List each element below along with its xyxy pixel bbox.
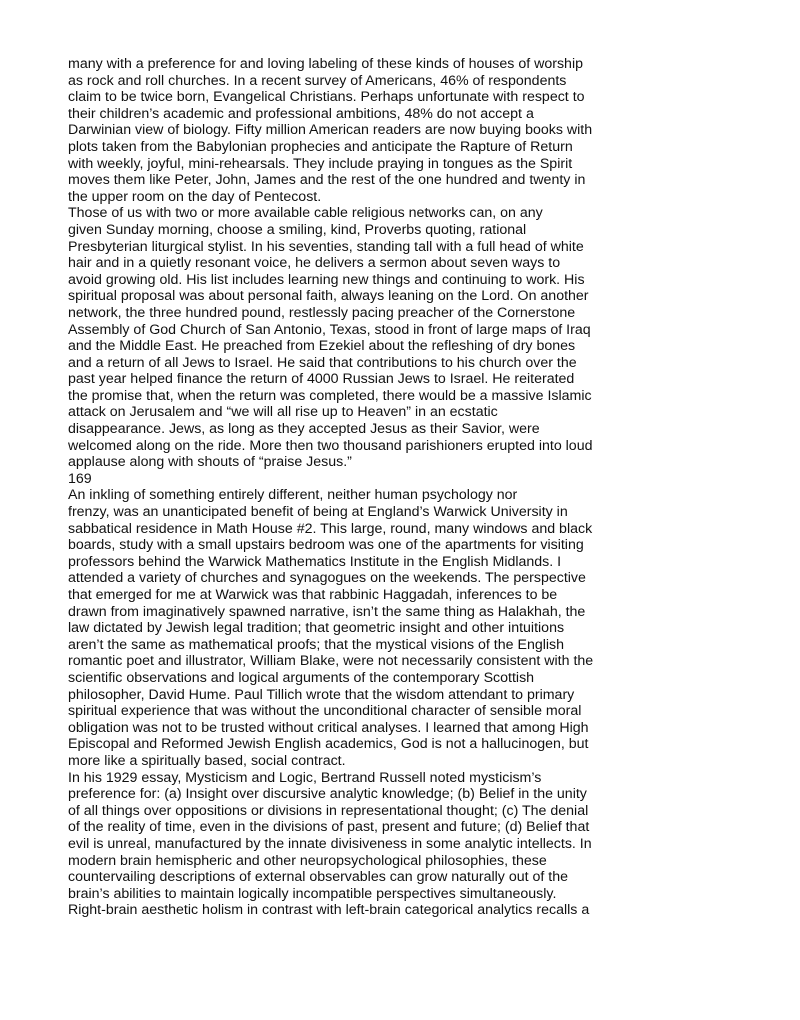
text-line: their children’s academic and professional ambitions, 48% do not accept a <box>68 105 534 122</box>
text-line: law dictated by Jewish legal tradition; that geometric insight and other intuitions <box>68 620 565 637</box>
text-line: attack on Jerusalem and “we will all rise up to Heaven” in an ecstatic <box>68 404 498 421</box>
text-line: of all things over oppositions or divisions in representational thought; (c) The denial <box>68 802 589 819</box>
text-line: Assembly of God Church of San Antonio, Texas, stood in front of large maps of Iraq <box>68 321 591 338</box>
text-line: modern brain hemispheric and other neuropsychological philosophies, these <box>68 852 547 869</box>
text-line: given Sunday morning, choose a smiling, kind, Proverbs quoting, rational <box>68 221 527 238</box>
text-line: obligation was not to be trusted without critical analyses. I learned that among High <box>68 719 589 736</box>
text-line: the promise that, when the return was completed, there would be a massive Islamic <box>68 387 592 404</box>
text-line: frenzy, was an unanticipated benefit of being at England’s Warwick University in <box>68 504 568 521</box>
text-line: plots taken from the Babylonian prophecies and anticipate the Rapture of Return <box>68 138 573 155</box>
text-line: In his 1929 essay, Mysticism and Logic, Bertrand Russell noted mysticism’s <box>68 769 542 786</box>
text-line: network, the three hundred pound, restlessly pacing preacher of the Cornerstone <box>68 304 576 321</box>
text-line: many with a preference for and loving labeling of these kinds of houses of worship <box>68 56 583 72</box>
page-number: 169 <box>68 470 92 487</box>
text-line: sabbatical residence in Math House #2. This large, round, many windows and black <box>68 520 593 537</box>
text-line: spiritual experience that was without the unconditional character of sensible moral <box>68 703 582 720</box>
text-line: hair and in a quietly resonant voice, he delivers a sermon about seven ways to <box>68 255 561 272</box>
text-line: spiritual proposal was about personal faith, always leaning on the Lord. On another <box>68 288 589 305</box>
text-line: professors behind the Warwick Mathematics Institute in the English Midlands. I <box>68 553 562 570</box>
text-line: romantic poet and illustrator, William Blake, were not necessarily consistent with the <box>68 653 594 670</box>
text-line: disappearance. Jews, as long as they accepted Jesus as their Savior, were <box>68 421 540 438</box>
text-line: with weekly, joyful, mini-rehearsals. They include praying in tongues as the Spirit <box>68 155 573 172</box>
text-line: Presbyterian liturgical stylist. In his seventies, standing tall with a full head of white <box>68 238 584 255</box>
document-page <box>68 56 648 919</box>
text-line: avoid growing old. His list includes learning new things and continuing to work. His <box>68 271 585 288</box>
text-line: more like a spiritually based, social contract. <box>68 752 346 769</box>
text-line: scientific observations and logical arguments of the contemporary Scottish <box>68 669 535 686</box>
text-line: claim to be twice born, Evangelical Christians. Perhaps unfortunate with respect to <box>68 89 585 106</box>
text-line: and the Middle East. He preached from Ezekiel about the refleshing of dry bones <box>68 338 576 355</box>
text-line: past year helped finance the return of 4000 Russian Jews to Israel. He reiterated <box>68 371 575 388</box>
text-line: as rock and roll churches. In a recent survey of Americans, 46% of respondents <box>68 72 567 89</box>
text-line: moves them like Peter, John, James and the rest of the one hundred and twenty in <box>68 172 586 189</box>
text-line: attended a variety of churches and synagogues on the weekends. The perspective <box>68 570 586 587</box>
text-line: that emerged for me at Warwick was that rabbinic Haggadah, inferences to be <box>68 587 558 603</box>
text-line: An inkling of something entirely different, neither human psychology nor <box>68 487 518 504</box>
text-line: and a return of all Jews to Israel. He said that contributions to his church over the <box>68 354 577 371</box>
text-line: aren’t the same as mathematical proofs; that the mystical visions of the English <box>68 636 565 653</box>
text-line: Darwinian view of biology. Fifty million American readers are now buying books with <box>68 122 593 139</box>
text-line: boards, study with a small upstairs bedroom was one of the apartments for visiting <box>68 537 584 554</box>
text-line: Those of us with two or more available cable religious networks can, on any <box>68 205 543 222</box>
text-line: of the reality of time, even in the divisions of past, present and future; (d) Belief that <box>68 819 590 836</box>
text-line: countervailing descriptions of external observables can grow naturally out of the <box>68 869 568 886</box>
text-line: brain’s abilities to maintain logically incompatible perspectives simultaneously. <box>68 885 557 902</box>
text-line: applause along with shouts of “praise Jesus.” <box>68 454 352 471</box>
text-line: the upper room on the day of Pentecost. <box>68 188 322 205</box>
text-line: evil is unreal, manufactured by the innate divisiveness in some analytic intellects. In <box>68 835 592 852</box>
text-line: philosopher, David Hume. Paul Tillich wrote that the wisdom attendant to primary <box>68 686 575 703</box>
text-line: drawn from imaginatively spawned narrative, isn’t the same thing as Halakhah, the <box>68 603 586 620</box>
text-line: Right-brain aesthetic holism in contrast with left-brain categorical analytics recalls a <box>68 902 590 919</box>
text-line: preference for: (a) Insight over discursive analytic knowledge; (b) Belief in the unity <box>68 786 587 803</box>
text-line: welcomed along on the ride. More then two thousand parishioners erupted into loud <box>68 437 593 454</box>
text-line: Episcopal and Reformed Jewish English academics, God is not a hallucinogen, but <box>68 736 589 753</box>
